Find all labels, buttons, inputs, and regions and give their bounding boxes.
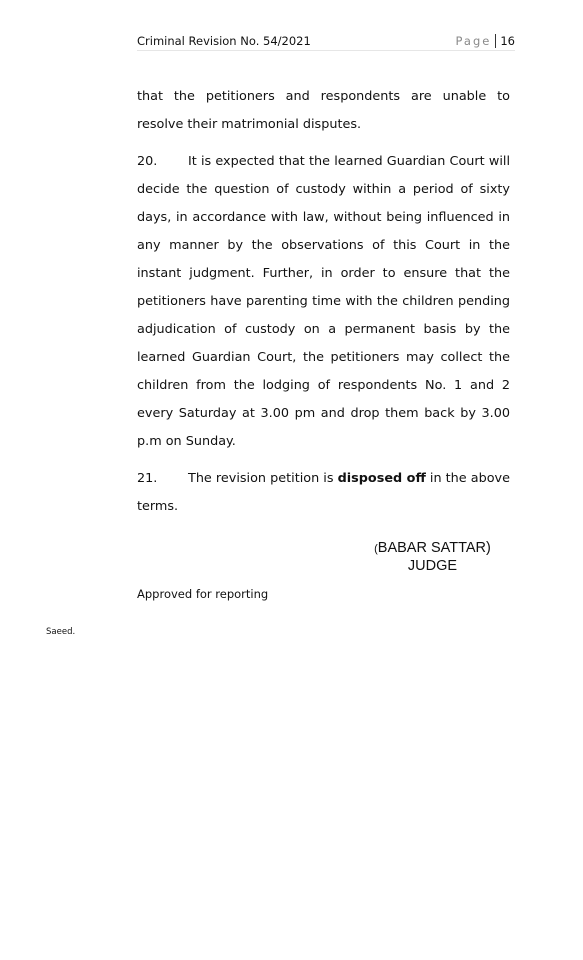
page-number: 16: [495, 34, 515, 48]
paragraph-21: [137, 465, 510, 521]
paragraph-20-text: It is expected that the learned Guardian Court will decide the question of custody within a period of sixty days, in accordance with law, without being influenced in any manner by the observations of this Court in the instant judgment. Further, in order to ensure that the petitioners have parenting time with the children pending adjudication of custody on a permanent basis by the learned Guardian Court, the petitioners may collect the children from the lodging of respondents No. 1 and 2 every Saturday at 3.00 pm and drop them back by 3.00 p.m on Sunday.: [137, 154, 510, 449]
judge-name: BABAR SATTAR): [377, 540, 491, 556]
judge-name-line: [360, 540, 505, 558]
paragraph-number-21: 21.: [137, 471, 158, 486]
judge-name-paren: (: [374, 543, 378, 555]
paragraph-21-text-after: in the above terms.: [137, 471, 510, 514]
paragraph-20: [137, 148, 510, 456]
paragraph-number-20: 20.: [137, 154, 158, 169]
approved-for-reporting: Approved for reporting: [137, 587, 269, 601]
case-title: Criminal Revision No. 54/2021: [137, 34, 311, 48]
typist-initials: Saeed.: [46, 627, 76, 637]
page-label: Page: [455, 34, 492, 48]
paragraph-21-bold: disposed off: [337, 471, 426, 486]
judge-title: JUDGE: [407, 558, 458, 574]
paragraph-continuation: that the petitioners and respondents are unable to resolve their matrimonial disputes.: [137, 89, 510, 132]
paragraph-21-text-before: The revision petition is: [188, 471, 338, 486]
page-header: [137, 34, 515, 51]
judgment-body: [137, 83, 510, 530]
page-indicator: [456, 34, 515, 48]
signature-block: [360, 540, 505, 575]
